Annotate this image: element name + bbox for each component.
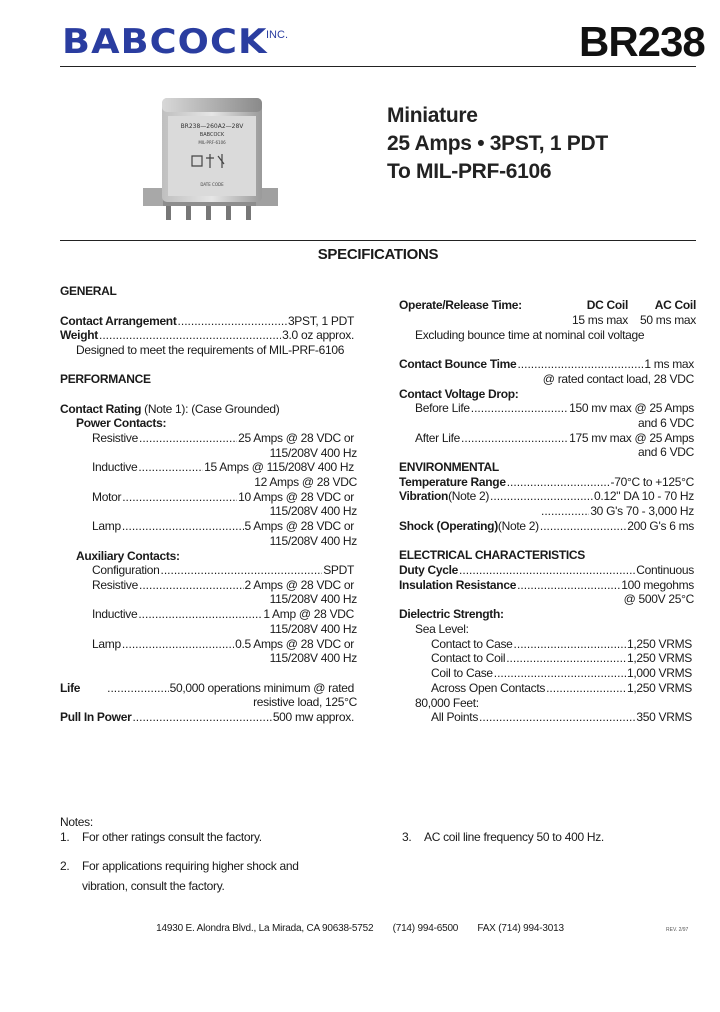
inductive-value-2: 12 Amps @ 28 VDC bbox=[254, 475, 357, 489]
relay-label-line4: DATE CODE bbox=[200, 182, 224, 187]
after-life-value: 175 mv max @ 25 Amps bbox=[569, 431, 694, 445]
pull-in-power-row bbox=[60, 710, 354, 725]
resistive-value: 25 Amps @ 28 VDC or bbox=[238, 431, 354, 445]
title-line-1: Miniature bbox=[387, 104, 478, 127]
vibration-row bbox=[399, 489, 694, 504]
contact-voltage-drop-heading: Contact Voltage Drop: bbox=[399, 387, 519, 401]
inductive-row bbox=[92, 460, 354, 475]
footer-phone: (714) 994-6500 bbox=[392, 923, 459, 934]
weight-value: 3.0 oz approx. bbox=[282, 328, 354, 342]
aux-inductive-label: Inductive bbox=[92, 607, 138, 621]
environmental-heading: ENVIRONMENTAL bbox=[399, 460, 499, 474]
aux-lamp-value: 0.5 Amps @ 28 VDC or bbox=[235, 637, 354, 651]
operate-release-label: Operate/Release Time: bbox=[399, 298, 522, 312]
motor-row bbox=[92, 490, 354, 505]
footer-address: 14930 E. Alondra Blvd., La Mirada, CA 90638-5752 bbox=[156, 923, 374, 934]
aux-lamp-label: Lamp bbox=[92, 637, 121, 651]
section-rule bbox=[60, 240, 696, 241]
life-value: 50,000 operations minimum @ rated bbox=[169, 681, 354, 695]
revision-code: REV. 2/97 bbox=[666, 927, 689, 933]
motor-value-2: 115/208V 400 Hz bbox=[269, 504, 357, 518]
after-life-row bbox=[415, 431, 694, 446]
aux-resistive-label: Resistive bbox=[92, 578, 138, 592]
contact-to-coil-row bbox=[431, 651, 692, 666]
brand-suffix: INC. bbox=[266, 29, 288, 41]
power-contacts-heading: Power Contacts: bbox=[76, 416, 167, 430]
temperature-label: Temperature Range bbox=[399, 475, 506, 489]
aux-inductive-value-2: 115/208V 400 Hz bbox=[269, 622, 357, 636]
across-open-contacts-row bbox=[431, 681, 692, 696]
pull-in-power-label: Pull In Power bbox=[60, 710, 132, 724]
aux-lamp-value-2: 115/208V 400 Hz bbox=[269, 651, 357, 665]
resistive-row bbox=[92, 431, 354, 446]
auxiliary-contacts-heading: Auxiliary Contacts: bbox=[76, 549, 180, 563]
shock-value: 200 G's 6 ms bbox=[627, 519, 694, 533]
ac-coil-heading: AC Coil bbox=[654, 298, 696, 312]
duty-cycle-value: Continuous bbox=[636, 563, 694, 577]
operate-release-note: Excluding bounce time at nominal coil voltage bbox=[415, 328, 645, 342]
sea-level-heading: Sea Level: bbox=[415, 622, 469, 636]
life-label: Life bbox=[60, 681, 81, 695]
note-1-number: 1. bbox=[60, 830, 70, 844]
brand-logo: BABCOCK bbox=[62, 22, 268, 62]
motor-value: 10 Amps @ 28 VDC or bbox=[238, 490, 354, 504]
aux-resistive-row bbox=[92, 578, 354, 593]
notes-heading: Notes: bbox=[60, 815, 93, 829]
lamp-label: Lamp bbox=[92, 519, 121, 533]
vibration-value: 0.12" DA 10 - 70 Hz bbox=[594, 489, 694, 503]
across-open-contacts-value: 1,250 VRMS bbox=[626, 681, 692, 695]
dc-coil-value: 15 ms max bbox=[572, 313, 628, 327]
contact-arrangement-value: 3PST, 1 PDT bbox=[287, 314, 354, 328]
contact-to-coil-label: Contact to Coil bbox=[431, 651, 506, 665]
contact-bounce-label: Contact Bounce Time bbox=[399, 357, 517, 371]
resistive-label: Resistive bbox=[92, 431, 138, 445]
weight-row bbox=[60, 328, 354, 343]
insulation-value: 100 megohms bbox=[621, 578, 694, 592]
relay-label-line1: BR238—260A2—28V bbox=[180, 123, 244, 130]
performance-heading: PERFORMANCE bbox=[60, 372, 151, 386]
contact-to-case-value: 1,250 VRMS bbox=[626, 637, 692, 651]
temperature-row bbox=[399, 475, 694, 490]
before-life-row bbox=[415, 401, 694, 416]
general-heading: GENERAL bbox=[60, 284, 117, 298]
insulation-value-2: @ 500V 25°C bbox=[623, 592, 694, 606]
inductive-label: Inductive bbox=[92, 460, 138, 474]
life-row bbox=[60, 681, 354, 696]
contact-arrangement-row bbox=[60, 314, 354, 329]
header-rule bbox=[60, 66, 696, 67]
shock-label: Shock (Operating) bbox=[399, 519, 498, 533]
aux-resistive-value-2: 115/208V 400 Hz bbox=[269, 592, 357, 606]
contact-bounce-row bbox=[399, 357, 694, 372]
vibration-label: Vibration bbox=[399, 489, 449, 503]
contact-rating-row bbox=[60, 402, 279, 417]
aux-configuration-row bbox=[92, 563, 354, 578]
resistive-value-2: 115/208V 400 Hz bbox=[269, 446, 357, 460]
pull-in-power-value: 500 mw approx. bbox=[272, 710, 354, 724]
lamp-value-2: 115/208V 400 Hz bbox=[269, 534, 357, 548]
before-life-value-2: and 6 VDC bbox=[638, 416, 694, 430]
weight-label: Weight bbox=[60, 328, 98, 342]
shock-note: (Note 2) bbox=[497, 519, 539, 533]
after-life-value-2: and 6 VDC bbox=[638, 445, 694, 459]
footer-contact bbox=[0, 923, 720, 934]
footer-fax: FAX (714) 994-3013 bbox=[477, 923, 564, 934]
aux-lamp-row bbox=[92, 637, 354, 652]
duty-cycle-row bbox=[399, 563, 694, 578]
coil-to-case-row bbox=[431, 666, 692, 681]
temperature-value: -70°C to +125°C bbox=[610, 475, 694, 489]
lamp-row bbox=[92, 519, 354, 534]
vibration-note: (Note 2) bbox=[448, 489, 490, 503]
note-3-text: AC coil line frequency 50 to 400 Hz. bbox=[424, 830, 604, 844]
model-number: BR238 bbox=[579, 18, 705, 65]
shock-row bbox=[399, 519, 694, 534]
relay-label-line2: BABCOCK bbox=[199, 132, 225, 138]
dc-coil-heading: DC Coil bbox=[586, 298, 628, 312]
insulation-label: Insulation Resistance bbox=[399, 578, 517, 592]
electrical-heading: ELECTRICAL CHARACTERISTICS bbox=[399, 548, 585, 562]
altitude-heading: 80,000 Feet: bbox=[415, 696, 479, 710]
all-points-row bbox=[431, 710, 692, 725]
aux-configuration-value: SPDT bbox=[323, 563, 354, 577]
relay-product-image bbox=[140, 88, 280, 223]
note-2-number: 2. bbox=[60, 859, 70, 873]
coil-to-case-label: Coil to Case bbox=[431, 666, 493, 680]
insulation-row bbox=[399, 578, 694, 593]
designed-note: Designed to meet the requirements of MIL-PRF-6106 bbox=[76, 343, 345, 357]
specifications-heading: SPECIFICATIONS bbox=[317, 246, 439, 263]
note-3-number: 3. bbox=[402, 830, 412, 844]
motor-label: Motor bbox=[92, 490, 122, 504]
title-line-2: 25 Amps • 3PST, 1 PDT bbox=[387, 132, 608, 155]
all-points-value: 350 VRMS bbox=[636, 710, 692, 724]
inductive-value: 15 Amps @ 115/208V 400 Hz bbox=[204, 460, 354, 474]
ac-coil-value: 50 ms max bbox=[640, 313, 696, 327]
title-line-3: To MIL-PRF-6106 bbox=[387, 160, 552, 183]
contact-to-case-label: Contact to Case bbox=[431, 637, 513, 651]
aux-inductive-value: 1 Amp @ 28 VDC bbox=[263, 607, 354, 621]
aux-inductive-row bbox=[92, 607, 354, 622]
before-life-value: 150 mv max @ 25 Amps bbox=[569, 401, 694, 415]
before-life-label: Before Life bbox=[415, 401, 470, 415]
after-life-label: After Life bbox=[415, 431, 461, 445]
contact-bounce-value: 1 ms max bbox=[644, 357, 694, 371]
relay-label-line3: MIL-PRF-6106 bbox=[198, 140, 226, 145]
life-value-2: resistive load, 125°C bbox=[253, 695, 357, 709]
contact-to-coil-value: 1,250 VRMS bbox=[626, 651, 692, 665]
aux-configuration-label: Configuration bbox=[92, 563, 160, 577]
contact-to-case-row bbox=[431, 637, 692, 652]
dielectric-heading: Dielectric Strength: bbox=[399, 607, 504, 621]
vibration-row-2 bbox=[540, 504, 694, 519]
contact-rating-note: (Note 1): (Case Grounded) bbox=[141, 402, 280, 416]
across-open-contacts-label: Across Open Contacts bbox=[431, 681, 546, 695]
note-2-text-line2: vibration, consult the factory. bbox=[82, 879, 225, 893]
contact-bounce-value-2: @ rated contact load, 28 VDC bbox=[542, 372, 694, 386]
aux-resistive-value: 2 Amps @ 28 VDC or bbox=[244, 578, 354, 592]
coil-to-case-value: 1,000 VRMS bbox=[626, 666, 692, 680]
note-1-text: For other ratings consult the factory. bbox=[82, 830, 262, 844]
all-points-label: All Points bbox=[431, 710, 479, 724]
duty-cycle-label: Duty Cycle bbox=[399, 563, 459, 577]
contact-rating-label: Contact Rating bbox=[60, 402, 142, 416]
vibration-value-2: 30 G's 70 - 3,000 Hz bbox=[590, 504, 694, 518]
lamp-value: 5 Amps @ 28 VDC or bbox=[244, 519, 354, 533]
contact-arrangement-label: Contact Arrangement bbox=[60, 314, 177, 328]
note-2-text-line1: For applications requiring higher shock and bbox=[82, 859, 299, 873]
